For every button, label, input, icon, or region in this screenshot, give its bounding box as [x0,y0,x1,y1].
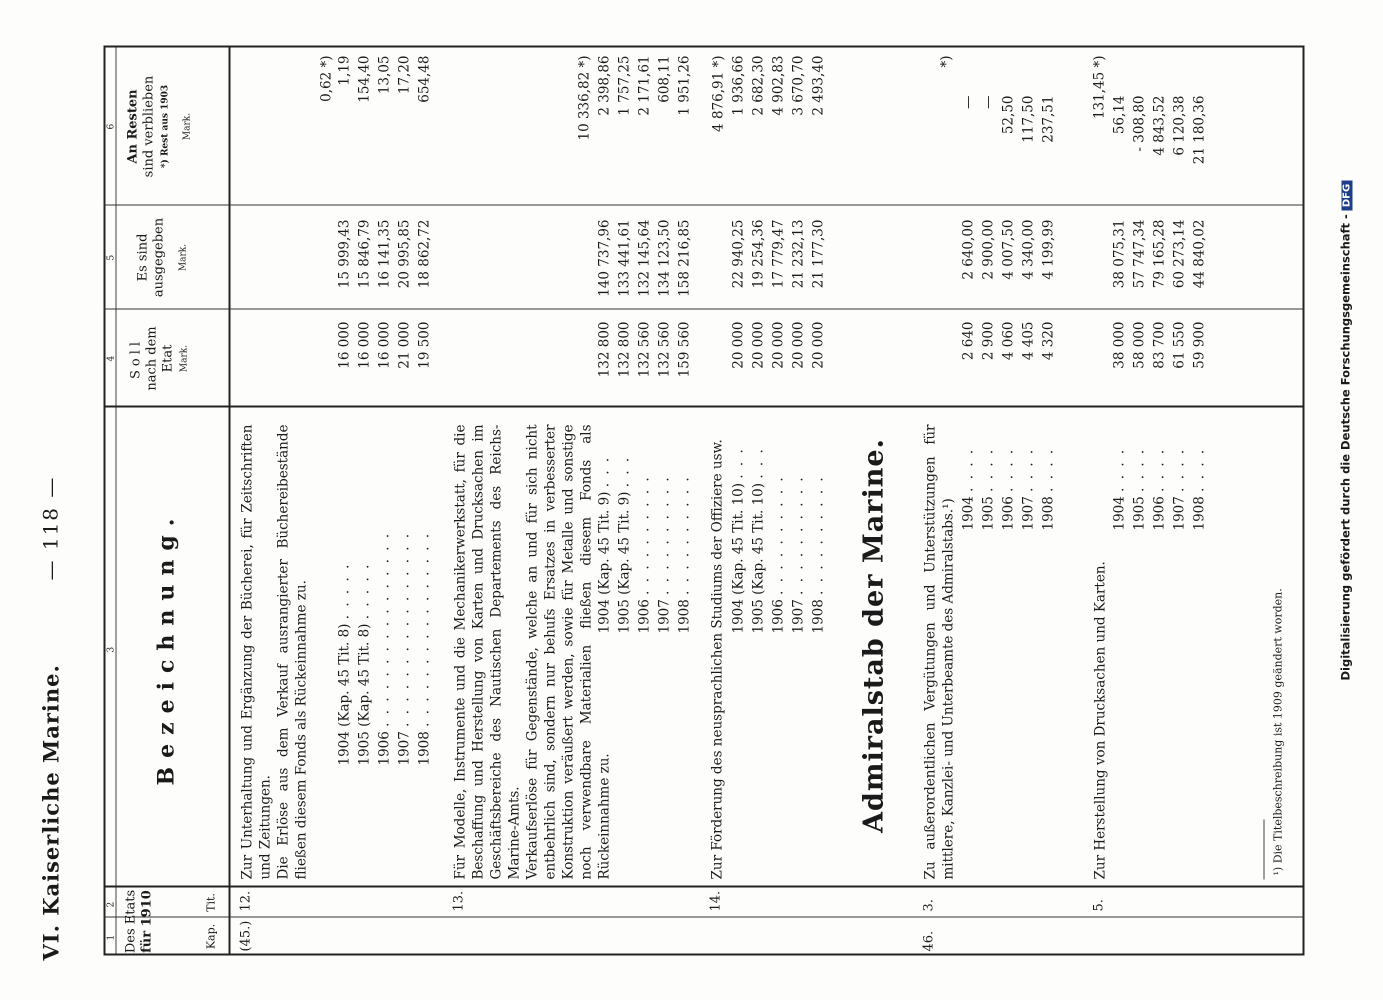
year-label: 1907 . . . . [1171,447,1187,530]
kap-label: (45.) [238,920,253,951]
rest-value: 2 682,30 [750,55,766,116]
rest-value: 654,48 [416,55,432,103]
soll-value: 4 405 [1020,321,1036,360]
spent-value: 44 840,02 [1191,219,1207,288]
rest-value: 1 936,66 [730,55,746,116]
rest-value: 608,11 [656,55,672,103]
item-description: Zur Unterhaltung und Ergänzung der Bücherei, für Zeitschriften und Zeitungen. Die Erlöse aus dem Verkauf ausrangierter Büchereibestände fließen diesem Fonds als Rückeinnahme zu. [239,424,309,879]
item-description: Zur Herstellung von Drucksachen und Karten. [1092,560,1108,879]
tit-label: 3. [921,898,936,911]
rest-value: 2 493,40 [810,55,826,116]
soll-value: 38 000 [1111,321,1127,369]
year-label: 1906 . . . . . . . . . . [770,474,786,633]
spent-value: 20 995,85 [396,219,412,288]
rest-value: 3 670,70 [790,55,806,116]
rest-value: 1 951,26 [676,55,692,116]
item-description: Für Modelle, Instrumente und die Mechanikerwerkstatt, für die Beschaffung und Herstellung von Karten und Drucksachen im Geschäftsbereiche des Nautischen Departements des Reichs-Marine-Amts. Verkaufserlöse für Gegenstände, welche an und für sich nicht entbehrlich sind, sondern nur behufs Ersatzes in verbesserter Konstruktion veräußert werden, sowie für Metalle und sonstige noch verwendbare Materialien fließen diesem Fonds als Rückeinnahme zu. [452,424,612,879]
spent-value: 17 779,47 [770,219,786,288]
spent-value: 132 145,64 [636,219,652,297]
year-label: 1907 . . . . . . . . . . [656,474,672,633]
spent-value: 134 123,50 [656,219,672,297]
soll-value: 20 000 [790,321,806,369]
footnote: ¹) Die Titelbeschreibung ist 1909 geändert worden. [1271,587,1284,875]
spent-value: 15 999,43 [336,219,352,288]
spent-value: 2 640,00 [960,219,976,280]
year-label: 1905 (Kap. 45 Tit. 10) . . . [750,446,766,633]
spent-value: 140 737,96 [596,219,612,297]
tit-label: 5. [1091,898,1106,911]
tit-label: 13. [451,890,466,911]
year-label: 1904 (Kap. 45 Tit. 8) . . . . . [336,562,352,765]
soll-value: 132 800 [616,321,632,377]
soll-value: 20 000 [730,321,746,369]
spent-value: 18 862,72 [416,219,432,288]
year-label: 1907 . . . . [1020,447,1036,530]
year-label: 1904 . . . . [1111,447,1127,530]
kap-label: 46. [921,930,936,951]
spent-value: 38 075,31 [1111,219,1127,288]
column-number-5: 5 [106,254,116,260]
year-label: 1908 . . . . . . . . . . . . . . . . [416,531,432,765]
spent-value: 22 940,25 [730,219,746,288]
rest-value: 2 398,86 [596,55,612,116]
rest-value: - 308,80 [1131,95,1147,152]
soll-value: 132 800 [596,321,612,377]
spent-value: 16 141,35 [376,219,392,288]
rest-value: 2 171,61 [636,55,652,116]
year-label: 1906 . . . . . . . . . . . . . . . . [376,531,392,765]
year-label: 1906 . . . . [1000,447,1016,530]
column-number-2: 2 [106,901,116,907]
rest-value: 1,19 [336,55,352,86]
year-label: 1904 (Kap. 45 Tit. 10) . . . [730,446,746,633]
soll-value: 16 000 [376,321,392,369]
soll-value: 20 000 [750,321,766,369]
item-description: Zur Förderung des neusprachlichen Studiums der Offiziere usw. [709,438,725,879]
year-label: 1906 . . . . [1151,447,1167,530]
soll-value: 2 640 [960,321,976,360]
soll-value: 16 000 [336,321,352,369]
soll-value: 59 900 [1191,321,1207,369]
soll-value: 20 000 [770,321,786,369]
spent-value: 57 747,34 [1131,219,1147,288]
spent-value: 4 340,00 [1020,219,1036,280]
soll-value: 2 900 [980,321,996,360]
soll-header: Soll nach dem Etat Mark. [128,325,189,391]
page-number: — 118 — [38,475,62,580]
rest-value: 237,51 [1040,95,1056,143]
rest-value: 6 120,38 [1171,95,1187,156]
year-label: 1906 . . . . . . . . . . [636,474,652,633]
spent-value: 60 273,14 [1171,219,1187,288]
tit-label: 14. [708,890,723,911]
soll-value: 16 000 [356,321,372,369]
spent-value: 79 165,28 [1151,219,1167,288]
soll-value: 19 500 [416,321,432,369]
digitization-credit: Digitalisierung gefördert durch die Deutsche Forschungsgemeinschaft -DFG [1338,180,1352,680]
spent-value: 133 441,61 [616,219,632,297]
spent-value: 158 216,85 [676,219,692,297]
soll-value: 132 560 [636,321,652,377]
rest-value: 4 843,52 [1151,95,1167,156]
year-label: 1905 (Kap. 45 Tit. 9) . . . [616,455,632,633]
year-label: 1907 . . . . . . . . . . . . . . . . [396,531,412,765]
rest-1903: 4 876,91 *) [710,55,726,132]
soll-value: 58 000 [1131,321,1147,369]
rest-value: 4 902,83 [770,55,786,116]
soll-value: 61 550 [1171,321,1187,369]
year-label: 1905 (Kap. 45 Tit. 8) . . . . . [356,562,372,765]
rest-value: 21 180,36 [1191,95,1207,164]
reste-header: An Resten sind verblieben *) Rest aus 1903 Mark. [125,75,192,177]
budget-table [103,45,1303,955]
spent-value: 19 254,36 [750,219,766,288]
dfg-logo: DFG [1341,180,1352,209]
spent-value: 4 199,99 [1040,219,1056,280]
rest-value: 154,40 [356,55,372,103]
soll-value: 20 000 [810,321,826,369]
rest-value: — [980,95,996,109]
soll-value: 4 320 [1040,321,1056,360]
rest-1903: *) [938,55,954,68]
tit-header: Tit. [204,892,217,912]
item-description: Zu außerordentlichen Vergütungen und Unterstützungen für mittlere, Kanzlei- und Unterbeamte des Admiralstabs.¹) [922,424,956,879]
etat-header: Des Etats für 1910 [123,889,154,953]
soll-value: 21 000 [396,321,412,369]
year-label: 1905 . . . . [1131,447,1147,530]
soll-value: 159 560 [676,321,692,377]
tit-label: 12. [238,890,253,911]
soll-value: 132 560 [656,321,672,377]
section-title: VI. Kaiserliche Marine. [38,663,63,960]
year-label: 1908 . . . . . . . . . . [676,474,692,633]
spent-value: 2 900,00 [980,219,996,280]
ausgegeben-header: Es sind ausgegeben Mark. [135,217,188,297]
rest-1903: 10 336,82 *) [576,55,592,141]
rest-value: 13,05 [376,55,392,94]
rest-value: 56,14 [1111,95,1127,134]
year-label: 1904 (Kap. 45 Tit. 9) . . . [596,455,612,633]
soll-value: 83 700 [1151,321,1167,369]
year-label: 1905 . . . . [980,447,996,530]
spent-value: 15 846,79 [356,219,372,288]
spent-value: 21 177,30 [810,219,826,288]
year-label: 1908 . . . . [1191,447,1207,530]
bezeichnung-header: Bezeichnung. [153,509,179,785]
year-label: 1907 . . . . . . . . . . [790,474,806,633]
column-number-4: 4 [106,355,116,361]
rest-value: 17,20 [396,55,412,94]
rest-value: 1 757,25 [616,55,632,116]
column-number-1: 1 [106,934,116,940]
spent-value: 4 007,50 [1000,219,1016,280]
rest-value: 52,50 [1000,95,1016,134]
year-label: 1908 . . . . [1040,447,1056,530]
rest-1903: 131,45 *) [1091,55,1107,119]
column-number-3: 3 [106,646,116,652]
year-label: 1904 . . . . [960,447,976,530]
soll-value: 4 060 [1000,321,1016,360]
page-header [38,40,78,960]
admiralstab-heading: Admiralstab der Marine. [858,437,889,833]
kap-header: Kap. [204,923,217,949]
column-number-6: 6 [106,123,116,129]
spent-value: 21 232,13 [790,219,806,288]
rest-1903: 0,62 *) [318,55,334,102]
rest-value: — [960,95,976,109]
year-label: 1908 . . . . . . . . . . [810,474,826,633]
rest-value: 117,50 [1020,95,1036,143]
